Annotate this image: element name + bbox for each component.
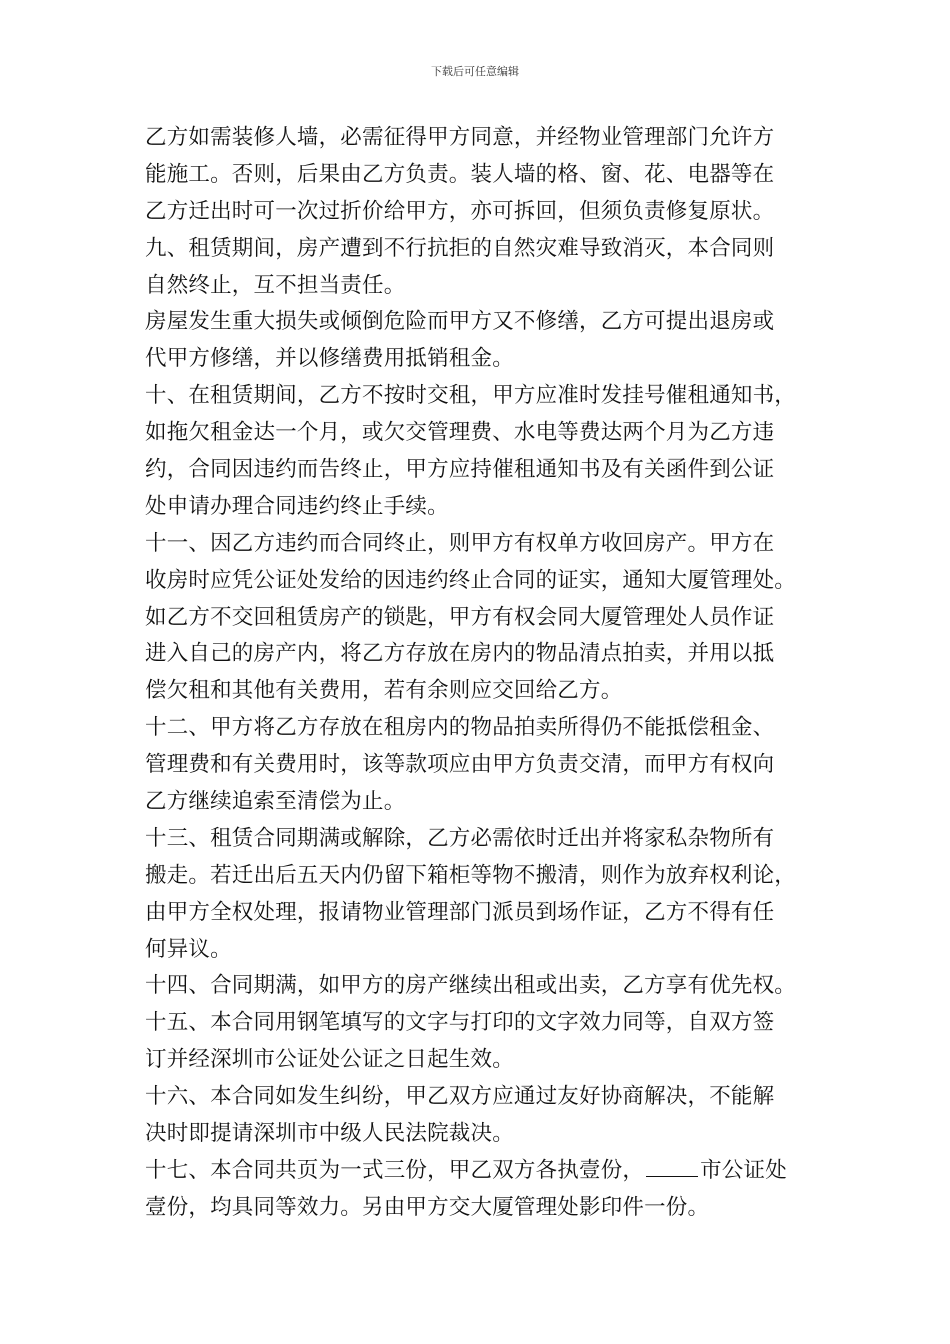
document-body <box>145 120 817 1227</box>
text-line: 管理费和有关费用时，该等款项应由甲方负责交清，而甲方有权向 <box>145 752 775 778</box>
text-line: 十二、甲方将乙方存放在租房内的物品拍卖所得仍不能抵偿租金、 <box>145 715 775 741</box>
text-line: 十、在租赁期间，乙方不按时交租，甲方应准时发挂号催租通知书， <box>145 383 797 409</box>
text-line: 由甲方全权处理，报请物业管理部门派员到场作证，乙方不得有任 <box>145 899 775 925</box>
text-line: 乙方迁出时可一次过折价给甲方，亦可拆回，但须负责修复原状。 <box>145 198 775 224</box>
text-line: 进入自己的房产内，将乙方存放在房内的物品清点拍卖，并用以抵 <box>145 641 775 667</box>
text-line: 偿欠租和其他有关费用，若有余则应交回给乙方。 <box>145 678 623 704</box>
text-line: 九、租赁期间，房产遭到不行抗拒的自然灾难导致消灭，本合同则 <box>145 235 775 261</box>
text-line: 收房时应凭公证处发给的因违约终止合同的证实，通知大厦管理处。 <box>145 567 797 593</box>
text-line: 十一、因乙方违约而合同终止，则甲方有权单方收回房产。甲方在 <box>145 530 775 556</box>
text-line: 十四、合同期满，如甲方的房产继续出租或出卖，乙方享有优先权。 <box>145 973 797 999</box>
text-line: 十三、租赁合同期满或解除，乙方必需依时迁出并将家私杂物所有 <box>145 825 775 851</box>
fill-in-blank <box>646 1157 698 1177</box>
text-line: 决时即提请深圳市中级人民法院裁决。 <box>145 1121 514 1147</box>
text-line: 如乙方不交回租赁房产的锁匙，甲方有权会同大厦管理处人员作证 <box>145 604 775 630</box>
text-line-with-blank <box>145 1153 817 1190</box>
text-line: 处申请办理合同违约终止手续。 <box>145 493 449 519</box>
text-line: 订并经深圳市公证处公证之日起生效。 <box>145 1047 514 1073</box>
text-line: 能施工。否则，后果由乙方负责。装人墙的格、窗、花、电器等在 <box>145 161 775 187</box>
text-line: 十五、本合同用钢笔填写的文字与打印的文字效力同等，自双方签 <box>145 1010 775 1036</box>
text-line: 代甲方修缮，并以修缮费用抵销租金。 <box>145 346 514 372</box>
text-line: 房屋发生重大损失或倾倒危险而甲方又不修缮，乙方可提出退房或 <box>145 309 775 335</box>
text-line: 自然终止，互不担当责任。 <box>145 272 406 298</box>
clause-17-text: 十七、本合同共页为一式三份，甲乙双方各执壹份， <box>145 1157 645 1183</box>
text-line: 搬走。若迁出后五天内仍留下箱柜等物不搬清，则作为放弃权利论， <box>145 862 797 888</box>
text-line: 壹份，均具同等效力。另由甲方交大厦管理处影印件一份。 <box>145 1194 710 1220</box>
text-line: 乙方继续追索至清偿为止。 <box>145 789 406 815</box>
text-line: 如拖欠租金达一个月，或欠交管理费、水电等费达两个月为乙方违 <box>145 420 775 446</box>
text-line: 何异议。 <box>145 936 232 962</box>
text-line: 乙方如需装修人墙，必需征得甲方同意，并经物业管理部门允许方 <box>145 125 775 150</box>
page-header: 下载后可任意编辑 <box>431 65 519 78</box>
text-line: 约，合同因违约而告终止，甲方应持催租通知书及有关函件到公证 <box>145 457 775 483</box>
clause-17-text-cont: 市公证处 <box>700 1157 787 1183</box>
text-line: 十六、本合同如发生纠纷，甲乙双方应通过友好协商解决，不能解 <box>145 1084 775 1110</box>
